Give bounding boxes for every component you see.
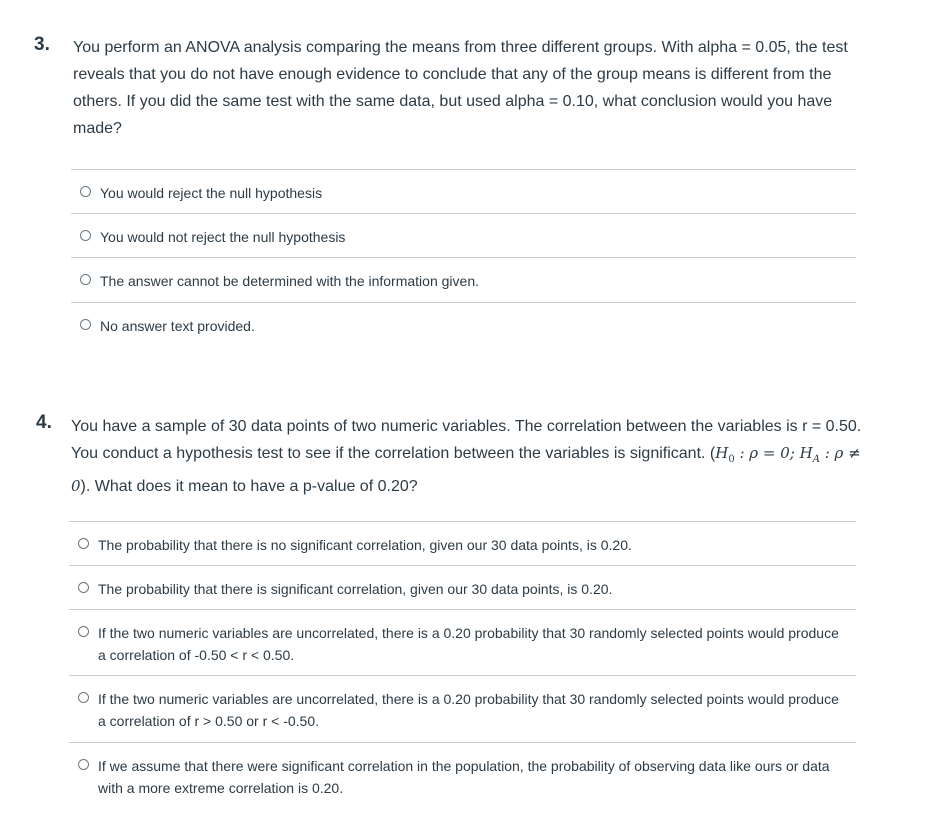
radio-button[interactable] — [80, 186, 91, 197]
answer-option[interactable] — [71, 213, 856, 257]
answer-list — [69, 521, 856, 808]
answer-label: The probability that there is no significant correlation, given our 30 data points, is 0.20. — [98, 537, 632, 553]
radio-button[interactable] — [80, 319, 91, 330]
answer-label: You would not reject the null hypothesis — [100, 229, 346, 245]
radio-button[interactable] — [78, 759, 89, 770]
answer-label: The probability that there is significant correlation, given our 30 data points, is 0.20. — [98, 581, 613, 597]
answer-label: The answer cannot be determined with the information given. — [100, 273, 479, 289]
radio-button[interactable] — [78, 692, 89, 703]
answer-option[interactable] — [71, 169, 856, 213]
question-text-after: ). What does it mean to have a p-value of 0.20? — [80, 478, 418, 495]
question-number: 4. — [36, 412, 52, 433]
answer-option[interactable] — [69, 521, 856, 565]
math-h0-sub: 0 — [728, 454, 735, 465]
question-text — [71, 413, 871, 500]
math-ha-rest: : ρ ≠ 0 — [71, 444, 861, 495]
radio-button[interactable] — [78, 626, 89, 637]
answer-option[interactable] — [69, 675, 856, 742]
radio-button[interactable] — [80, 230, 91, 241]
math-ha-sub: A — [812, 454, 820, 465]
answer-label: If the two numeric variables are uncorrelated, there is a 0.20 probability that 30 randomly selected points would produce a correlation of -0.50 < r < 0.50. — [98, 625, 839, 663]
radio-button[interactable] — [78, 538, 89, 549]
answer-option[interactable] — [69, 565, 856, 609]
question-text: You perform an ANOVA analysis comparing the means from three different groups. With alpha = 0.05, the test reveals that you do not have enough evidence to conclude that any of the group means is different from the others. If you did the same test with the same data, but used alpha = 0.10, what conclusion would you have made? — [73, 39, 848, 137]
answer-option[interactable] — [69, 609, 856, 675]
answer-option[interactable] — [69, 742, 856, 808]
math-h0: H — [715, 444, 729, 462]
question-text-before: You have a sample of 30 data points of two numeric variables. The correlation between the variables is r = 0.50. You conduct a hypothesis test to see if the correlation between the variables is significant. ( — [71, 418, 862, 462]
question-number: 3. — [34, 34, 50, 55]
math-ha: H — [799, 444, 813, 462]
answer-list — [71, 169, 856, 346]
answer-label: If the two numeric variables are uncorrelated, there is a 0.20 probability that 30 randomly selected points would produce a correlation of r > 0.50 or r < -0.50. — [98, 691, 839, 729]
answer-option[interactable] — [71, 257, 856, 302]
math-h0-rest: : ρ = 0; — [734, 444, 800, 462]
answer-label: If we assume that there were significant correlation in the population, the probability of observing data like ours or data with a more extreme correlation is 0.20. — [98, 758, 830, 796]
answer-label: You would reject the null hypothesis — [100, 185, 323, 201]
radio-button[interactable] — [78, 582, 89, 593]
answer-option[interactable] — [71, 302, 856, 346]
answer-label: No answer text provided. — [100, 318, 255, 334]
radio-button[interactable] — [80, 274, 91, 285]
